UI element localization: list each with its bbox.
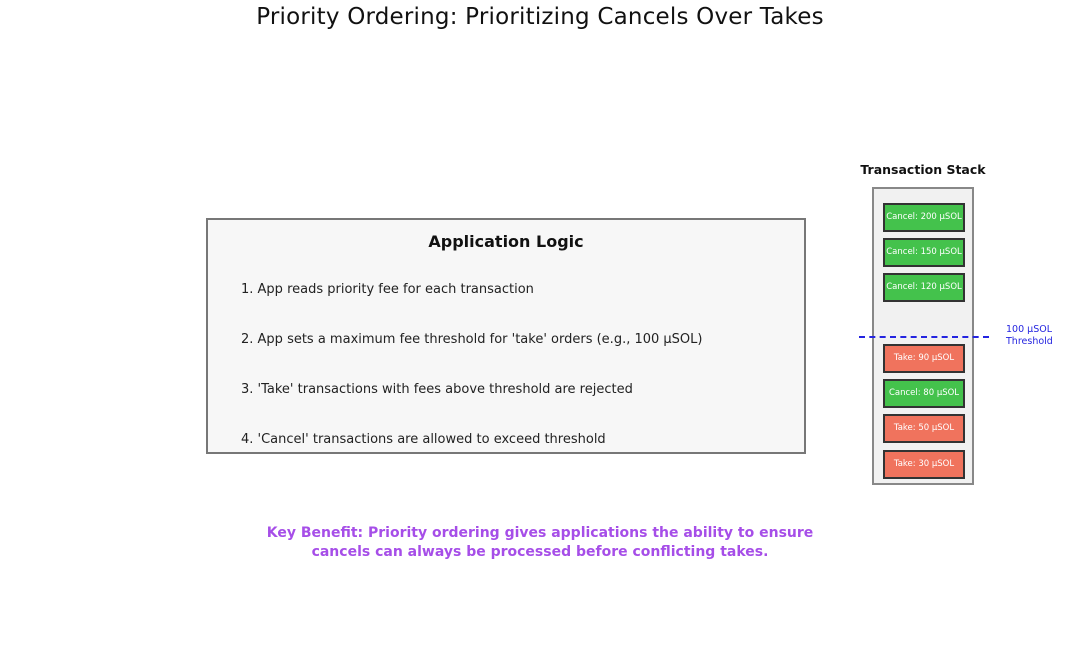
transaction-item-cancel-120: Cancel: 120 μSOL — [883, 273, 965, 302]
threshold-caption: Threshold — [1006, 336, 1053, 347]
transaction-item-take-50: Take: 50 μSOL — [883, 414, 965, 443]
diagram-title: Priority Ordering: Prioritizing Cancels Over Takes — [256, 4, 824, 30]
transaction-item-cancel-80: Cancel: 80 μSOL — [883, 379, 965, 408]
application-logic-box — [206, 218, 806, 454]
logic-step-4: 4. 'Cancel' transactions are allowed to exceed threshold — [241, 432, 606, 447]
transaction-item-take-90: Take: 90 μSOL — [883, 344, 965, 373]
application-logic-heading: Application Logic — [428, 232, 584, 251]
transaction-item-take-30: Take: 30 μSOL — [883, 450, 965, 479]
logic-step-1: 1. App reads priority fee for each transaction — [241, 282, 534, 297]
transaction-item-cancel-200: Cancel: 200 μSOL — [883, 203, 965, 232]
key-benefit-line-1: Key Benefit: Priority ordering gives applications the ability to ensure — [266, 525, 814, 541]
threshold-line — [859, 336, 989, 338]
key-benefit-note — [240, 524, 840, 562]
threshold-label — [1006, 324, 1076, 348]
key-benefit-line-2: cancels can always be processed before conflicting takes. — [311, 544, 769, 560]
transaction-item-cancel-150: Cancel: 150 μSOL — [883, 238, 965, 267]
logic-step-2: 2. App sets a maximum fee threshold for 'take' orders (e.g., 100 μSOL) — [241, 332, 703, 347]
logic-step-3: 3. 'Take' transactions with fees above threshold are rejected — [241, 382, 633, 397]
transaction-stack-heading: Transaction Stack — [860, 162, 986, 177]
threshold-value: 100 μSOL — [1006, 324, 1052, 335]
